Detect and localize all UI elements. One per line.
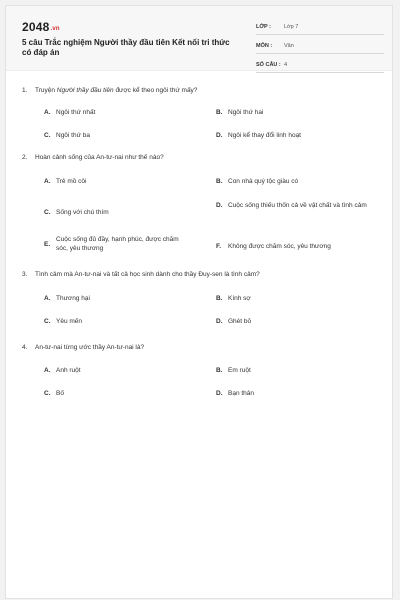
option-letter: C. xyxy=(44,390,51,397)
option-b[interactable] xyxy=(216,177,378,186)
stem-italic-text: Người thầy đầu tiên xyxy=(56,87,114,94)
option-c[interactable] xyxy=(44,208,206,217)
option-text: Sống với chú thím xyxy=(56,209,109,216)
option-d[interactable] xyxy=(216,131,378,140)
stem-text: được kể theo ngôi thứ mấy? xyxy=(113,87,198,94)
option-letter: B. xyxy=(216,367,223,374)
option-text: Bố xyxy=(56,390,64,397)
logo-number: 2048 xyxy=(22,20,50,34)
option-text: Anh ruột xyxy=(56,367,81,374)
option-letter: B. xyxy=(216,295,223,302)
option-text: Con nhà quý tộc giàu có xyxy=(228,178,299,185)
option-c[interactable] xyxy=(44,317,206,326)
stem-text: Truyện xyxy=(35,87,57,94)
meta-row-count xyxy=(256,58,384,73)
question-1 xyxy=(22,86,382,139)
question-stem xyxy=(22,86,382,95)
question-stem xyxy=(22,343,382,352)
option-text: Kính sợ xyxy=(228,295,251,302)
option-letter: D. xyxy=(216,202,223,209)
option-d[interactable] xyxy=(216,201,378,210)
option-text: Yêu mến xyxy=(56,318,83,325)
option-b[interactable] xyxy=(216,108,378,117)
question-stem xyxy=(22,270,382,279)
meta-row-class xyxy=(256,20,384,35)
meta-label: SỐ CÂU : xyxy=(256,62,281,68)
option-letter: D. xyxy=(216,390,223,397)
option-f[interactable] xyxy=(216,242,378,251)
meta-label: MÔN : xyxy=(256,43,273,49)
option-c[interactable] xyxy=(44,389,206,398)
option-a[interactable] xyxy=(44,294,206,303)
meta-value: Lớp 7 xyxy=(284,24,299,30)
option-text: Thương hại xyxy=(56,295,90,302)
worksheet-title: 5 câu Trắc nghiệm Người thầy đầu tiên Kết nối tri thức có đáp án xyxy=(22,38,230,57)
option-letter: E. xyxy=(44,240,51,248)
option-text: Bạn thân xyxy=(228,390,255,397)
logo-suffix: .vn xyxy=(50,26,60,32)
meta-row-subject xyxy=(256,39,384,54)
question-number: 2. xyxy=(22,154,28,161)
option-letter: A. xyxy=(44,367,51,374)
question-stem xyxy=(22,153,382,162)
option-letter: F. xyxy=(216,243,222,250)
option-c[interactable] xyxy=(44,131,206,140)
option-text: Cuộc sống thiếu thốn cả về vật chất và tình cảm xyxy=(228,202,367,209)
worksheet-meta xyxy=(256,20,384,77)
meta-value: Văn xyxy=(284,43,294,49)
meta-label: LỚP : xyxy=(256,24,271,30)
option-text: Ngôi kể thay đổi linh hoạt xyxy=(228,132,301,139)
option-text: Cuộc sống đủ đầy, hạnh phúc, được chăm sóc, yêu thương xyxy=(56,236,179,252)
stem-text: Hoàn cảnh sống của An-tư-nai như thế nào? xyxy=(35,154,164,161)
option-a[interactable] xyxy=(44,177,206,186)
option-a[interactable] xyxy=(44,366,206,375)
question-4 xyxy=(22,343,382,397)
option-a[interactable] xyxy=(44,108,206,117)
option-text: Trẻ mồ côi xyxy=(56,178,87,185)
question-3 xyxy=(22,270,382,325)
worksheet-page xyxy=(5,5,393,599)
option-letter: B. xyxy=(216,178,223,185)
option-letter: C. xyxy=(44,318,51,325)
option-letter: A. xyxy=(44,109,51,116)
option-letter: B. xyxy=(216,109,223,116)
option-letter: A. xyxy=(44,178,51,185)
meta-value: 4 xyxy=(284,62,288,68)
option-text: Ngôi thứ hai xyxy=(228,109,264,116)
option-text: Không được chăm sóc, yêu thương xyxy=(228,243,331,250)
worksheet-header xyxy=(6,6,392,71)
option-letter: A. xyxy=(44,295,51,302)
question-number: 4. xyxy=(22,344,28,351)
stem-text: Tình cảm mà An-tư-nai và tất cả học sinh dành cho thầy Đuy-sen là tình cảm? xyxy=(35,271,260,278)
option-b[interactable] xyxy=(216,366,378,375)
option-d[interactable] xyxy=(216,317,378,326)
option-text: Em ruột xyxy=(228,367,251,374)
option-letter: C. xyxy=(44,132,51,139)
option-text: Ngôi thứ ba xyxy=(56,132,90,139)
option-b[interactable] xyxy=(216,294,378,303)
option-d[interactable] xyxy=(216,389,378,398)
option-e[interactable] xyxy=(44,235,181,253)
stem-text: An-tư-nai từng ước thầy An-tư-nai là? xyxy=(35,344,145,351)
option-letter: D. xyxy=(216,318,223,325)
question-2 xyxy=(22,153,382,252)
option-letter: C. xyxy=(44,209,51,216)
option-text: Ghét bỏ xyxy=(228,318,252,325)
question-number: 3. xyxy=(22,271,28,278)
question-number: 1. xyxy=(22,87,28,94)
option-letter: D. xyxy=(216,132,223,139)
site-logo[interactable] xyxy=(22,20,60,34)
option-text: Ngôi thứ nhất xyxy=(56,109,96,116)
